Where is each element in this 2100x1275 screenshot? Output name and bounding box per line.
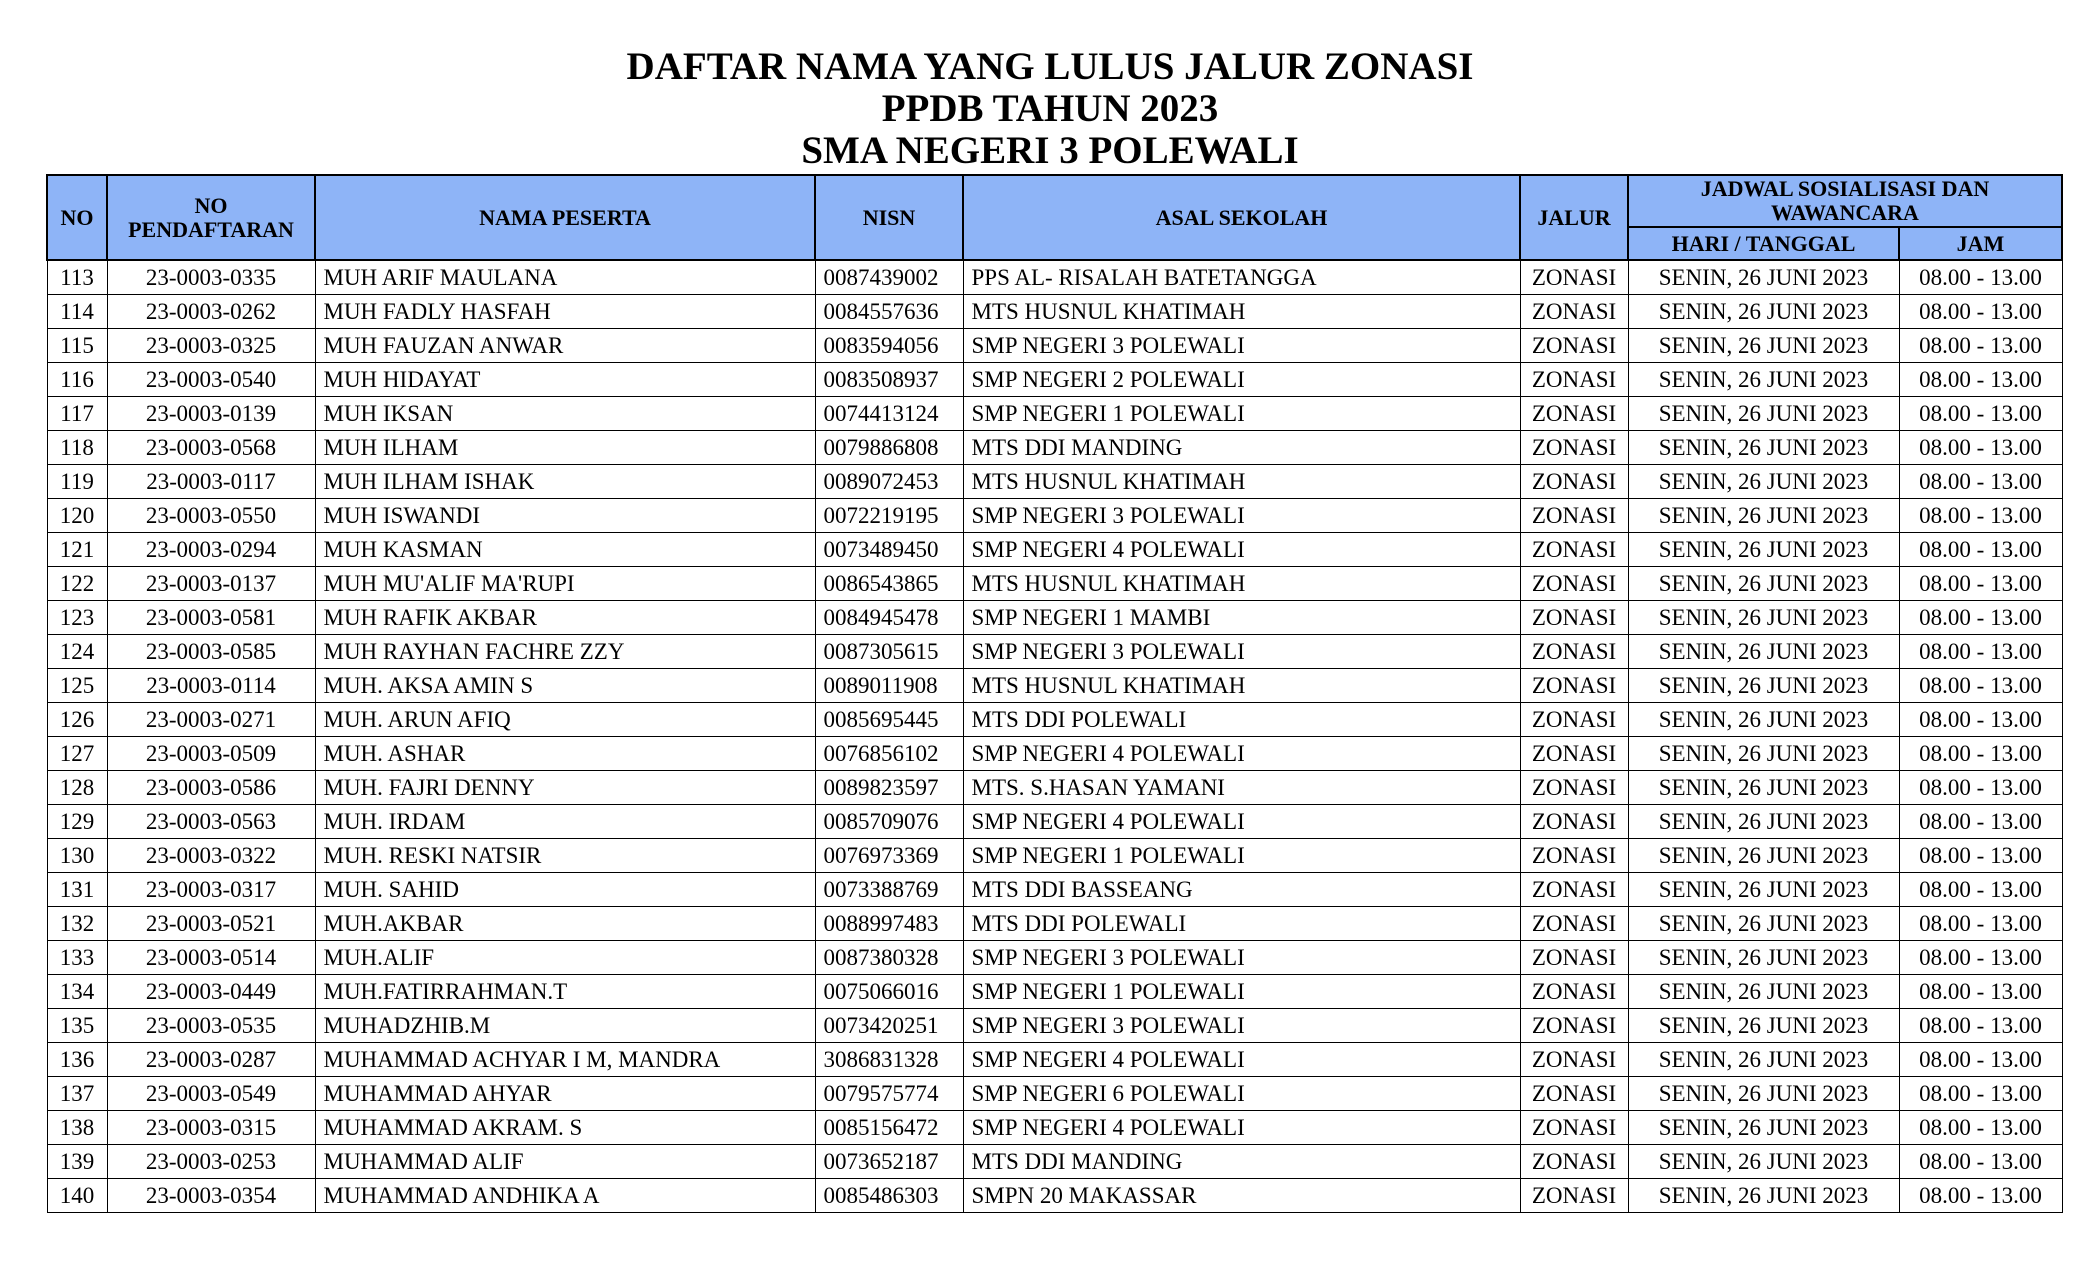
header-day-date: HARI / TANGGAL xyxy=(1628,227,1899,260)
cell-time: 08.00 - 13.00 xyxy=(1899,873,2062,907)
table-row xyxy=(47,771,2062,805)
cell-participant-name: MUHAMMAD AKRAM. S xyxy=(315,1111,815,1145)
cell-nisn: 0079575774 xyxy=(815,1077,963,1111)
cell-nisn: 0086543865 xyxy=(815,567,963,601)
cell-registration-no: 23-0003-0262 xyxy=(107,295,315,329)
cell-registration-no: 23-0003-0317 xyxy=(107,873,315,907)
table-body xyxy=(47,260,2062,1213)
cell-origin-school: SMP NEGERI 3 POLEWALI xyxy=(963,1009,1520,1043)
cell-route: ZONASI xyxy=(1520,873,1628,907)
table-row xyxy=(47,533,2062,567)
document-title xyxy=(0,46,2100,172)
header-participant-name: NAMA PESERTA xyxy=(315,175,815,260)
cell-day-date: SENIN, 26 JUNI 2023 xyxy=(1628,1043,1899,1077)
header-registration-no: NO PENDAFTARAN xyxy=(107,175,315,260)
cell-registration-no: 23-0003-0550 xyxy=(107,499,315,533)
table-row xyxy=(47,363,2062,397)
cell-no: 140 xyxy=(47,1179,107,1213)
cell-origin-school: SMP NEGERI 1 MAMBI xyxy=(963,601,1520,635)
cell-registration-no: 23-0003-0563 xyxy=(107,805,315,839)
cell-day-date: SENIN, 26 JUNI 2023 xyxy=(1628,669,1899,703)
cell-route: ZONASI xyxy=(1520,533,1628,567)
cell-participant-name: MUH. FAJRI DENNY xyxy=(315,771,815,805)
cell-registration-no: 23-0003-0535 xyxy=(107,1009,315,1043)
cell-route: ZONASI xyxy=(1520,1009,1628,1043)
table-row xyxy=(47,941,2062,975)
cell-nisn: 0089011908 xyxy=(815,669,963,703)
cell-time: 08.00 - 13.00 xyxy=(1899,533,2062,567)
cell-nisn: 0088997483 xyxy=(815,907,963,941)
cell-origin-school: MTS DDI BASSEANG xyxy=(963,873,1520,907)
cell-participant-name: MUH ILHAM ISHAK xyxy=(315,465,815,499)
cell-day-date: SENIN, 26 JUNI 2023 xyxy=(1628,363,1899,397)
cell-day-date: SENIN, 26 JUNI 2023 xyxy=(1628,1179,1899,1213)
cell-participant-name: MUH MU'ALIF MA'RUPI xyxy=(315,567,815,601)
cell-nisn: 0073420251 xyxy=(815,1009,963,1043)
cell-no: 138 xyxy=(47,1111,107,1145)
table-row xyxy=(47,431,2062,465)
cell-route: ZONASI xyxy=(1520,601,1628,635)
cell-time: 08.00 - 13.00 xyxy=(1899,397,2062,431)
cell-no: 127 xyxy=(47,737,107,771)
cell-time: 08.00 - 13.00 xyxy=(1899,907,2062,941)
cell-no: 115 xyxy=(47,329,107,363)
cell-participant-name: MUH FAUZAN ANWAR xyxy=(315,329,815,363)
cell-time: 08.00 - 13.00 xyxy=(1899,431,2062,465)
cell-nisn: 3086831328 xyxy=(815,1043,963,1077)
cell-nisn: 0079886808 xyxy=(815,431,963,465)
cell-nisn: 0089823597 xyxy=(815,771,963,805)
cell-participant-name: MUH. ARUN AFIQ xyxy=(315,703,815,737)
cell-route: ZONASI xyxy=(1520,1077,1628,1111)
cell-time: 08.00 - 13.00 xyxy=(1899,465,2062,499)
header-no: NO xyxy=(47,175,107,260)
cell-route: ZONASI xyxy=(1520,499,1628,533)
cell-day-date: SENIN, 26 JUNI 2023 xyxy=(1628,635,1899,669)
table-row xyxy=(47,465,2062,499)
cell-route: ZONASI xyxy=(1520,260,1628,295)
cell-time: 08.00 - 13.00 xyxy=(1899,975,2062,1009)
cell-no: 132 xyxy=(47,907,107,941)
table-row xyxy=(47,329,2062,363)
cell-origin-school: SMP NEGERI 3 POLEWALI xyxy=(963,941,1520,975)
cell-time: 08.00 - 13.00 xyxy=(1899,737,2062,771)
cell-route: ZONASI xyxy=(1520,703,1628,737)
cell-day-date: SENIN, 26 JUNI 2023 xyxy=(1628,805,1899,839)
cell-registration-no: 23-0003-0585 xyxy=(107,635,315,669)
header-nisn: NISN xyxy=(815,175,963,260)
cell-registration-no: 23-0003-0586 xyxy=(107,771,315,805)
cell-route: ZONASI xyxy=(1520,771,1628,805)
cell-origin-school: MTS DDI MANDING xyxy=(963,431,1520,465)
title-line-2: PPDB TAHUN 2023 xyxy=(881,87,1219,130)
cell-no: 126 xyxy=(47,703,107,737)
header-schedule: JADWAL SOSIALISASI DAN WAWANCARA xyxy=(1628,175,2062,227)
cell-origin-school: MTS HUSNUL KHATIMAH xyxy=(963,295,1520,329)
cell-registration-no: 23-0003-0117 xyxy=(107,465,315,499)
cell-origin-school: SMP NEGERI 4 POLEWALI xyxy=(963,1111,1520,1145)
cell-nisn: 0073388769 xyxy=(815,873,963,907)
cell-registration-no: 23-0003-0315 xyxy=(107,1111,315,1145)
cell-nisn: 0087305615 xyxy=(815,635,963,669)
cell-registration-no: 23-0003-0449 xyxy=(107,975,315,1009)
cell-participant-name: MUHAMMAD ALIF xyxy=(315,1145,815,1179)
cell-day-date: SENIN, 26 JUNI 2023 xyxy=(1628,1009,1899,1043)
cell-participant-name: MUHAMMAD AHYAR xyxy=(315,1077,815,1111)
cell-registration-no: 23-0003-0540 xyxy=(107,363,315,397)
cell-route: ZONASI xyxy=(1520,839,1628,873)
graduates-table xyxy=(46,174,2063,1213)
cell-day-date: SENIN, 26 JUNI 2023 xyxy=(1628,567,1899,601)
cell-registration-no: 23-0003-0354 xyxy=(107,1179,315,1213)
cell-no: 128 xyxy=(47,771,107,805)
cell-origin-school: SMP NEGERI 4 POLEWALI xyxy=(963,737,1520,771)
cell-no: 139 xyxy=(47,1145,107,1179)
cell-registration-no: 23-0003-0335 xyxy=(107,260,315,295)
cell-registration-no: 23-0003-0137 xyxy=(107,567,315,601)
cell-time: 08.00 - 13.00 xyxy=(1899,805,2062,839)
cell-no: 123 xyxy=(47,601,107,635)
title-line-1: DAFTAR NAMA YANG LULUS JALUR ZONASI xyxy=(626,45,1474,88)
cell-route: ZONASI xyxy=(1520,737,1628,771)
cell-participant-name: MUH KASMAN xyxy=(315,533,815,567)
cell-participant-name: MUHAMMAD ANDHIKA A xyxy=(315,1179,815,1213)
table-row xyxy=(47,601,2062,635)
cell-no: 116 xyxy=(47,363,107,397)
cell-nisn: 0084557636 xyxy=(815,295,963,329)
cell-time: 08.00 - 13.00 xyxy=(1899,669,2062,703)
cell-origin-school: SMP NEGERI 1 POLEWALI xyxy=(963,397,1520,431)
table-row xyxy=(47,567,2062,601)
table-row xyxy=(47,499,2062,533)
cell-participant-name: MUH RAYHAN FACHRE ZZY xyxy=(315,635,815,669)
cell-nisn: 0089072453 xyxy=(815,465,963,499)
cell-time: 08.00 - 13.00 xyxy=(1899,1111,2062,1145)
cell-day-date: SENIN, 26 JUNI 2023 xyxy=(1628,1111,1899,1145)
cell-nisn: 0085695445 xyxy=(815,703,963,737)
cell-time: 08.00 - 13.00 xyxy=(1899,601,2062,635)
cell-nisn: 0073652187 xyxy=(815,1145,963,1179)
cell-participant-name: MUH HIDAYAT xyxy=(315,363,815,397)
cell-origin-school: SMP NEGERI 3 POLEWALI xyxy=(963,329,1520,363)
cell-origin-school: SMP NEGERI 6 POLEWALI xyxy=(963,1077,1520,1111)
cell-registration-no: 23-0003-0581 xyxy=(107,601,315,635)
cell-route: ZONASI xyxy=(1520,329,1628,363)
cell-participant-name: MUH. RESKI NATSIR xyxy=(315,839,815,873)
table-row xyxy=(47,635,2062,669)
cell-day-date: SENIN, 26 JUNI 2023 xyxy=(1628,260,1899,295)
cell-day-date: SENIN, 26 JUNI 2023 xyxy=(1628,533,1899,567)
cell-no: 113 xyxy=(47,260,107,295)
cell-time: 08.00 - 13.00 xyxy=(1899,1043,2062,1077)
table-row xyxy=(47,1009,2062,1043)
cell-time: 08.00 - 13.00 xyxy=(1899,1077,2062,1111)
cell-origin-school: MTS DDI MANDING xyxy=(963,1145,1520,1179)
cell-registration-no: 23-0003-0549 xyxy=(107,1077,315,1111)
table-row xyxy=(47,295,2062,329)
cell-origin-school: MTS HUSNUL KHATIMAH xyxy=(963,669,1520,703)
cell-nisn: 0085709076 xyxy=(815,805,963,839)
cell-time: 08.00 - 13.00 xyxy=(1899,260,2062,295)
cell-time: 08.00 - 13.00 xyxy=(1899,1179,2062,1213)
table-row xyxy=(47,975,2062,1009)
cell-day-date: SENIN, 26 JUNI 2023 xyxy=(1628,703,1899,737)
cell-nisn: 0076973369 xyxy=(815,839,963,873)
cell-route: ZONASI xyxy=(1520,1111,1628,1145)
cell-route: ZONASI xyxy=(1520,567,1628,601)
cell-origin-school: SMP NEGERI 2 POLEWALI xyxy=(963,363,1520,397)
cell-origin-school: MTS. S.HASAN YAMANI xyxy=(963,771,1520,805)
cell-origin-school: SMP NEGERI 3 POLEWALI xyxy=(963,635,1520,669)
cell-time: 08.00 - 13.00 xyxy=(1899,635,2062,669)
cell-time: 08.00 - 13.00 xyxy=(1899,703,2062,737)
cell-participant-name: MUHAMMAD ACHYAR I M, MANDRA xyxy=(315,1043,815,1077)
table-row xyxy=(47,260,2062,295)
cell-day-date: SENIN, 26 JUNI 2023 xyxy=(1628,941,1899,975)
cell-route: ZONASI xyxy=(1520,397,1628,431)
cell-registration-no: 23-0003-0294 xyxy=(107,533,315,567)
cell-origin-school: SMP NEGERI 1 POLEWALI xyxy=(963,975,1520,1009)
table-row xyxy=(47,397,2062,431)
cell-time: 08.00 - 13.00 xyxy=(1899,1145,2062,1179)
cell-no: 118 xyxy=(47,431,107,465)
cell-day-date: SENIN, 26 JUNI 2023 xyxy=(1628,839,1899,873)
header-origin-school: ASAL SEKOLAH xyxy=(963,175,1520,260)
table-row xyxy=(47,703,2062,737)
cell-route: ZONASI xyxy=(1520,1043,1628,1077)
header-time: JAM xyxy=(1899,227,2062,260)
table-row xyxy=(47,1111,2062,1145)
cell-participant-name: MUH ISWANDI xyxy=(315,499,815,533)
cell-registration-no: 23-0003-0521 xyxy=(107,907,315,941)
cell-day-date: SENIN, 26 JUNI 2023 xyxy=(1628,465,1899,499)
cell-time: 08.00 - 13.00 xyxy=(1899,363,2062,397)
cell-participant-name: MUH.AKBAR xyxy=(315,907,815,941)
cell-origin-school: PPS AL- RISALAH BATETANGGA xyxy=(963,260,1520,295)
cell-route: ZONASI xyxy=(1520,907,1628,941)
cell-registration-no: 23-0003-0322 xyxy=(107,839,315,873)
cell-no: 131 xyxy=(47,873,107,907)
cell-participant-name: MUH ARIF MAULANA xyxy=(315,260,815,295)
cell-time: 08.00 - 13.00 xyxy=(1899,499,2062,533)
cell-route: ZONASI xyxy=(1520,805,1628,839)
cell-route: ZONASI xyxy=(1520,295,1628,329)
table-row xyxy=(47,907,2062,941)
header-route: JALUR xyxy=(1520,175,1628,260)
cell-nisn: 0087380328 xyxy=(815,941,963,975)
cell-nisn: 0083594056 xyxy=(815,329,963,363)
cell-participant-name: MUH RAFIK AKBAR xyxy=(315,601,815,635)
cell-no: 133 xyxy=(47,941,107,975)
cell-day-date: SENIN, 26 JUNI 2023 xyxy=(1628,907,1899,941)
cell-nisn: 0076856102 xyxy=(815,737,963,771)
cell-no: 125 xyxy=(47,669,107,703)
cell-participant-name: MUH IKSAN xyxy=(315,397,815,431)
cell-registration-no: 23-0003-0253 xyxy=(107,1145,315,1179)
cell-no: 122 xyxy=(47,567,107,601)
table-row xyxy=(47,1077,2062,1111)
cell-participant-name: MUH. ASHAR xyxy=(315,737,815,771)
table-row xyxy=(47,1043,2062,1077)
table-row xyxy=(47,805,2062,839)
cell-origin-school: MTS HUSNUL KHATIMAH xyxy=(963,465,1520,499)
cell-nisn: 0075066016 xyxy=(815,975,963,1009)
cell-nisn: 0074413124 xyxy=(815,397,963,431)
cell-route: ZONASI xyxy=(1520,669,1628,703)
cell-day-date: SENIN, 26 JUNI 2023 xyxy=(1628,771,1899,805)
cell-route: ZONASI xyxy=(1520,975,1628,1009)
cell-nisn: 0072219195 xyxy=(815,499,963,533)
cell-day-date: SENIN, 26 JUNI 2023 xyxy=(1628,1145,1899,1179)
cell-participant-name: MUH.FATIRRAHMAN.T xyxy=(315,975,815,1009)
table-row xyxy=(47,839,2062,873)
cell-time: 08.00 - 13.00 xyxy=(1899,329,2062,363)
cell-route: ZONASI xyxy=(1520,431,1628,465)
cell-no: 120 xyxy=(47,499,107,533)
cell-participant-name: MUH ILHAM xyxy=(315,431,815,465)
cell-day-date: SENIN, 26 JUNI 2023 xyxy=(1628,975,1899,1009)
cell-nisn: 0073489450 xyxy=(815,533,963,567)
cell-time: 08.00 - 13.00 xyxy=(1899,1009,2062,1043)
cell-nisn: 0085486303 xyxy=(815,1179,963,1213)
table-row xyxy=(47,1145,2062,1179)
cell-no: 121 xyxy=(47,533,107,567)
cell-route: ZONASI xyxy=(1520,635,1628,669)
cell-time: 08.00 - 13.00 xyxy=(1899,771,2062,805)
cell-no: 119 xyxy=(47,465,107,499)
cell-day-date: SENIN, 26 JUNI 2023 xyxy=(1628,873,1899,907)
cell-origin-school: SMP NEGERI 4 POLEWALI xyxy=(963,533,1520,567)
cell-origin-school: SMP NEGERI 3 POLEWALI xyxy=(963,499,1520,533)
cell-origin-school: MTS HUSNUL KHATIMAH xyxy=(963,567,1520,601)
cell-time: 08.00 - 13.00 xyxy=(1899,567,2062,601)
cell-day-date: SENIN, 26 JUNI 2023 xyxy=(1628,499,1899,533)
cell-day-date: SENIN, 26 JUNI 2023 xyxy=(1628,431,1899,465)
cell-nisn: 0085156472 xyxy=(815,1111,963,1145)
cell-registration-no: 23-0003-0514 xyxy=(107,941,315,975)
cell-registration-no: 23-0003-0287 xyxy=(107,1043,315,1077)
cell-no: 134 xyxy=(47,975,107,1009)
cell-registration-no: 23-0003-0114 xyxy=(107,669,315,703)
cell-participant-name: MUH. AKSA AMIN S xyxy=(315,669,815,703)
cell-nisn: 0083508937 xyxy=(815,363,963,397)
table-row xyxy=(47,669,2062,703)
cell-origin-school: MTS DDI POLEWALI xyxy=(963,703,1520,737)
cell-time: 08.00 - 13.00 xyxy=(1899,839,2062,873)
cell-day-date: SENIN, 26 JUNI 2023 xyxy=(1628,601,1899,635)
cell-nisn: 0084945478 xyxy=(815,601,963,635)
cell-origin-school: SMPN 20 MAKASSAR xyxy=(963,1179,1520,1213)
cell-no: 137 xyxy=(47,1077,107,1111)
cell-no: 130 xyxy=(47,839,107,873)
cell-no: 114 xyxy=(47,295,107,329)
cell-no: 135 xyxy=(47,1009,107,1043)
cell-route: ZONASI xyxy=(1520,363,1628,397)
cell-participant-name: MUH.ALIF xyxy=(315,941,815,975)
cell-time: 08.00 - 13.00 xyxy=(1899,941,2062,975)
cell-registration-no: 23-0003-0139 xyxy=(107,397,315,431)
cell-route: ZONASI xyxy=(1520,1145,1628,1179)
cell-time: 08.00 - 13.00 xyxy=(1899,295,2062,329)
cell-participant-name: MUH. IRDAM xyxy=(315,805,815,839)
cell-participant-name: MUHADZHIB.M xyxy=(315,1009,815,1043)
cell-registration-no: 23-0003-0509 xyxy=(107,737,315,771)
cell-day-date: SENIN, 26 JUNI 2023 xyxy=(1628,295,1899,329)
table-row xyxy=(47,737,2062,771)
cell-participant-name: MUH FADLY HASFAH xyxy=(315,295,815,329)
cell-day-date: SENIN, 26 JUNI 2023 xyxy=(1628,737,1899,771)
cell-participant-name: MUH. SAHID xyxy=(315,873,815,907)
cell-registration-no: 23-0003-0568 xyxy=(107,431,315,465)
cell-nisn: 0087439002 xyxy=(815,260,963,295)
cell-day-date: SENIN, 26 JUNI 2023 xyxy=(1628,397,1899,431)
cell-registration-no: 23-0003-0325 xyxy=(107,329,315,363)
cell-no: 124 xyxy=(47,635,107,669)
cell-origin-school: MTS DDI POLEWALI xyxy=(963,907,1520,941)
cell-origin-school: SMP NEGERI 1 POLEWALI xyxy=(963,839,1520,873)
title-line-3: SMA NEGERI 3 POLEWALI xyxy=(801,129,1299,172)
cell-day-date: SENIN, 26 JUNI 2023 xyxy=(1628,1077,1899,1111)
cell-day-date: SENIN, 26 JUNI 2023 xyxy=(1628,329,1899,363)
cell-origin-school: SMP NEGERI 4 POLEWALI xyxy=(963,1043,1520,1077)
cell-route: ZONASI xyxy=(1520,465,1628,499)
table-row xyxy=(47,873,2062,907)
cell-origin-school: SMP NEGERI 4 POLEWALI xyxy=(963,805,1520,839)
cell-no: 117 xyxy=(47,397,107,431)
cell-route: ZONASI xyxy=(1520,1179,1628,1213)
table-row xyxy=(47,1179,2062,1213)
cell-no: 129 xyxy=(47,805,107,839)
cell-registration-no: 23-0003-0271 xyxy=(107,703,315,737)
cell-no: 136 xyxy=(47,1043,107,1077)
cell-route: ZONASI xyxy=(1520,941,1628,975)
